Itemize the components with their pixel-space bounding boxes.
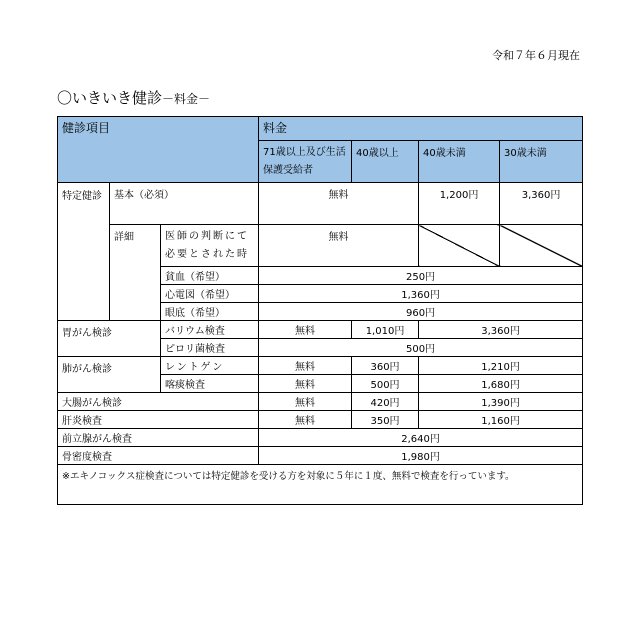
shindenzu-label: 心電図（希望） [161, 285, 259, 303]
daicho-40-and-over: 420円 [352, 393, 419, 411]
date-label: 令和７年６月現在 [492, 49, 580, 62]
table-row [58, 117, 583, 141]
pylori-fee: 500円 [259, 339, 583, 357]
daicho-label: 大腸がん検診 [58, 393, 259, 411]
shosai-label: 詳細 [110, 225, 161, 321]
kanen-40-and-over: 350円 [352, 411, 419, 429]
kanen-under-40: 1,160円 [419, 411, 583, 429]
rentgen-under-40: 1,210円 [419, 357, 583, 375]
kihon-label: 基本（必須） [110, 183, 259, 225]
gantei-fee: 960円 [259, 303, 583, 321]
shindenzu-fee: 1,360円 [259, 285, 583, 303]
ishi-free: 無料 [259, 225, 419, 267]
kanen-71: 無料 [259, 411, 352, 429]
kihon-under-30: 3,360円 [500, 183, 583, 225]
rentgen-40-and-over: 360円 [352, 357, 419, 375]
header-40-and-over: 40歳以上 [352, 141, 419, 183]
barium-label: バリウム検査 [161, 321, 259, 339]
table-row [58, 447, 583, 465]
header-item: 健診項目 [58, 117, 259, 183]
kotsumitsudo-fee: 1,980円 [259, 447, 583, 465]
kakutan-40-and-over: 500円 [352, 375, 419, 393]
zenritsusen-fee: 2,640円 [259, 429, 583, 447]
haigan-label: 肺がん検診 [58, 357, 161, 393]
header-71-and-welfare: 71歳以上及び生活保護受給者 [259, 141, 352, 183]
rentgen-71: 無料 [259, 357, 352, 375]
daicho-71: 無料 [259, 393, 352, 411]
hinketsu-fee: 250円 [259, 267, 583, 285]
not-applicable-under-30 [500, 225, 583, 267]
header-under-40: 40歳未満 [419, 141, 500, 183]
echinococcus-note: ※エキノコックス症検査については特定健診を受ける方を対象に５年に１度、無料で検査を行っています。 [58, 465, 583, 505]
table-row [58, 411, 583, 429]
kihon-under-40: 1,200円 [419, 183, 500, 225]
barium-under-40: 3,360円 [419, 321, 583, 339]
rentgen-label: レントゲン [161, 357, 259, 375]
tokutei-kenshin-label: 特定健診 [58, 183, 110, 321]
daicho-under-40: 1,390円 [419, 393, 583, 411]
table-row [58, 393, 583, 411]
barium-71: 無料 [259, 321, 352, 339]
barium-40-and-over: 1,010円 [352, 321, 419, 339]
hinketsu-label: 貧血（希望） [161, 267, 259, 285]
header-under-30: 30歳未満 [500, 141, 583, 183]
not-applicable-under-40 [419, 225, 500, 267]
table-row [58, 465, 583, 505]
table-row [58, 183, 583, 225]
page-title [57, 87, 210, 108]
table-row [58, 357, 583, 375]
kakutan-under-40: 1,680円 [419, 375, 583, 393]
kakutan-label: 喀痰検査 [161, 375, 259, 393]
kihon-free: 無料 [259, 183, 419, 225]
igan-label: 胃がん検診 [58, 321, 161, 357]
table-row [58, 429, 583, 447]
fee-table [57, 116, 583, 505]
gantei-label: 眼底（希望） [161, 303, 259, 321]
title-suffix: －料金－ [162, 92, 211, 106]
zenritsusen-label: 前立腺がん検査 [58, 429, 259, 447]
kakutan-71: 無料 [259, 375, 352, 393]
kotsumitsudo-label: 骨密度検査 [58, 447, 259, 465]
title-main: 〇いきいき健診 [57, 89, 163, 107]
table-row [58, 321, 583, 339]
kanen-label: 肝炎検査 [58, 411, 259, 429]
pylori-label: ピロリ菌検査 [161, 339, 259, 357]
header-fee: 料金 [259, 117, 583, 141]
table-row [58, 225, 583, 267]
ishi-handan-label: 医師の判断にて必要とされた時 [161, 225, 259, 267]
